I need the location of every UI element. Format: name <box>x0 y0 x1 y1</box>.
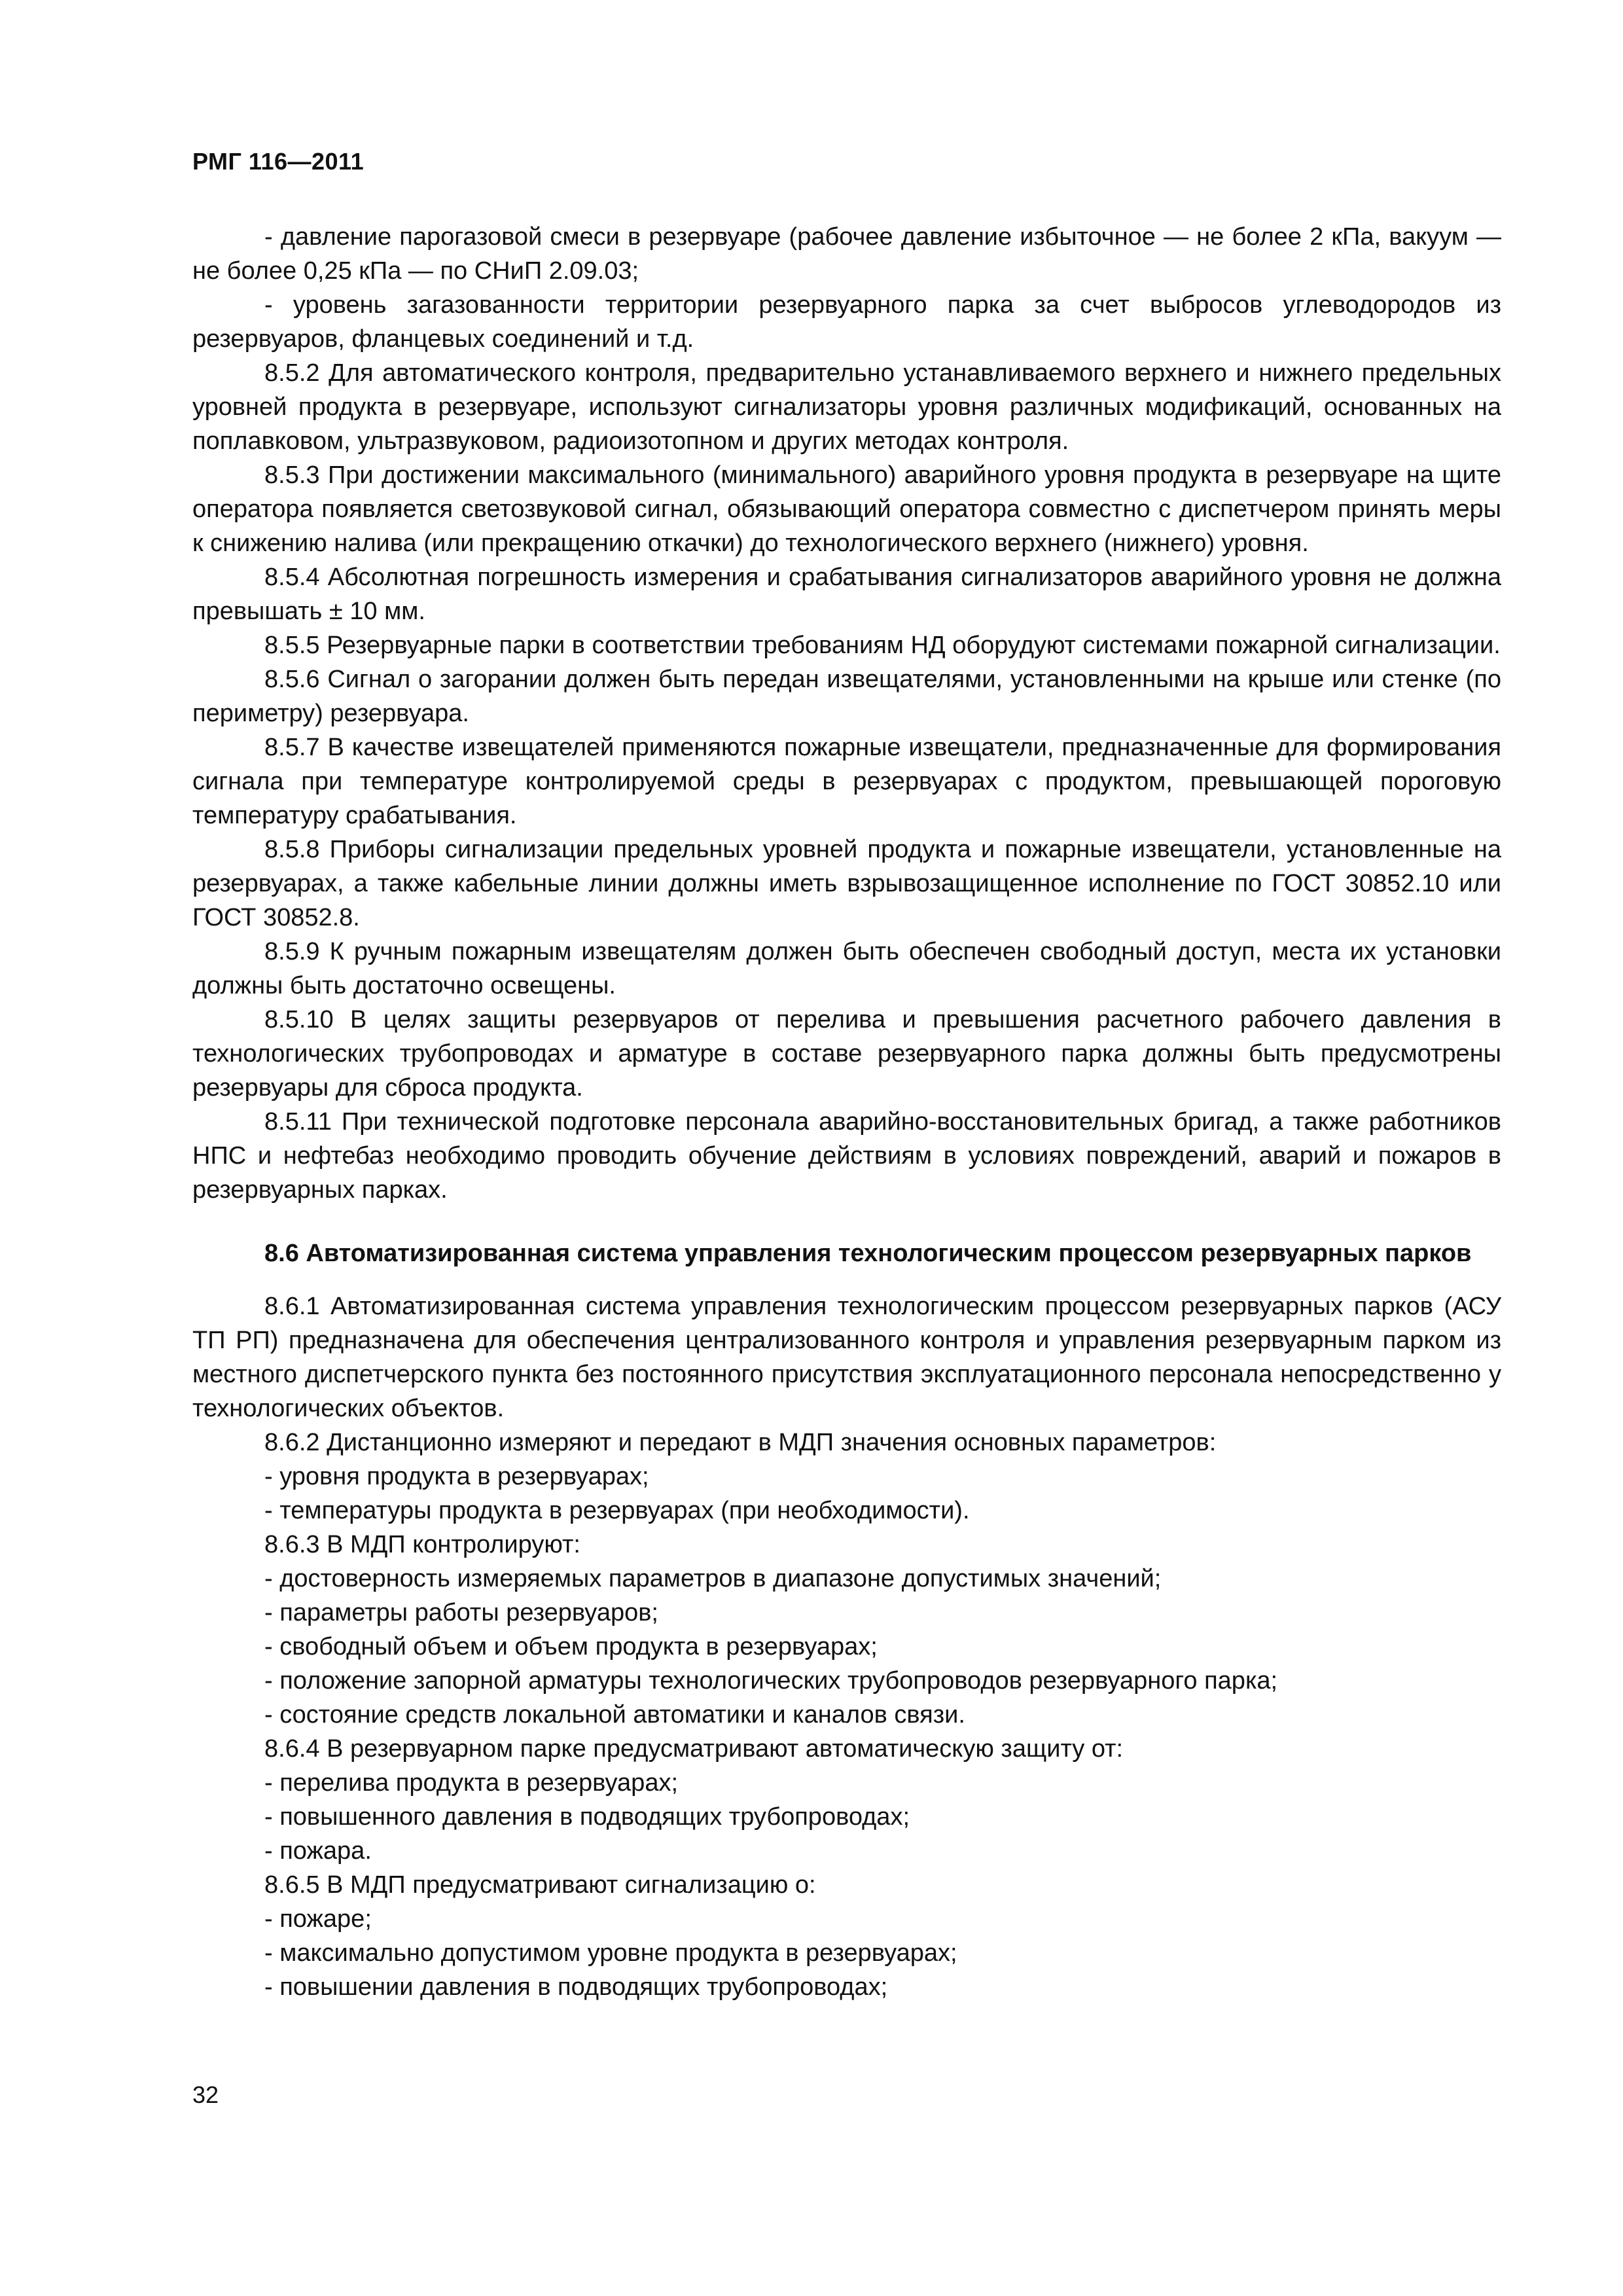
paragraph: 8.5.6 Сигнал о загорании должен быть передан извещателями, установленными на крыше или стенке (по периметру) резервуара. <box>192 666 1501 727</box>
list-item: - повышенного давления в подводящих трубопроводах; <box>264 1803 910 1831</box>
paragraph: 8.6.1 Автоматизированная система управления технологическим процессом резервуарных парков (АСУ ТП РП) предназначена для обеспечения централизованного контроля и управления резервуарным парком из местного диспетчерского пункта без постоянного присутствия эксплуатационного персонала непосредственно у технологических объектов. <box>192 1293 1501 1422</box>
page-number: 32 <box>192 2081 219 2108</box>
paragraph: 8.5.11 При технической подготовке персонала аварийно-восстановительных бригад, а также работников НПС и нефтебаз необходимо проводить обучение действиям в условиях повреждений, аварий и пожаров в резервуарных парках. <box>192 1108 1501 1204</box>
list-item: - достоверность измеряемых параметров в диапазоне допустимых значений; <box>264 1565 1162 1592</box>
document-code: РМГ 116—2011 <box>192 148 365 175</box>
paragraph: 8.5.4 Абсолютная погрешность измерения и срабатывания сигнализаторов аварийного уровня не должна превышать ± 10 мм. <box>192 564 1501 625</box>
list-item: - повышении давления в подводящих трубопроводах; <box>264 1973 888 2001</box>
list-item: - пожара. <box>264 1837 372 1865</box>
paragraph: 8.5.2 Для автоматического контроля, предварительно устанавливаемого верхнего и нижнего предельных уровней продукта в резервуаре, используют сигнализаторы уровня различных модификаций, основанных на поплавковом, ультразвуковом, радиоизотопном и других методах контроля. <box>192 359 1501 455</box>
paragraph: 8.5.8 Приборы сигнализации предельных уровней продукта и пожарные извещатели, установленные на резервуарах, а также кабельные линии должны иметь взрывозащищенное исполнение по ГОСТ 30852.10 или ГОСТ 30852.8. <box>192 836 1501 931</box>
list-item: - свободный объем и объем продукта в резервуарах; <box>264 1633 878 1660</box>
paragraph: 8.6.3 В МДП контролируют: <box>264 1531 580 1558</box>
paragraph: - давление парогазовой смеси в резервуаре (рабочее давление избыточное — не более 2 кПа, вакуум — не более 0,25 кПа — по СНиП 2.09.03; <box>192 223 1501 285</box>
paragraph: - уровень загазованности территории резервуарного парка за счет выбросов углеводородов из резервуаров, фланцевых соединений и т.д. <box>192 291 1501 353</box>
section-heading: 8.6 Автоматизированная система управления технологическим процессом резервуарных парков <box>264 1240 1472 1267</box>
paragraph: 8.5.5 Резервуарные парки в соответствии требованиям НД оборудуют системами пожарной сигнализации. <box>264 632 1501 659</box>
list-item: - положение запорной арматуры технологических трубопроводов резервуарного парка; <box>264 1667 1278 1695</box>
paragraph: 8.5.3 При достижении максимального (минимального) аварийного уровня продукта в резервуаре на щите оператора появляется светозвуковой сигнал, обязывающий оператора совместно с диспетчером принять меры к снижению налива (или прекращению откачки) до технологического верхнего (нижнего) уровня. <box>192 461 1501 557</box>
paragraph: 8.6.4 В резервуарном парке предусматривают автоматическую защиту от: <box>264 1735 1124 1763</box>
list-item: - параметры работы резервуаров; <box>264 1599 658 1626</box>
list-item: - перелива продукта в резервуарах; <box>264 1769 679 1797</box>
paragraph: 8.6.2 Дистанционно измеряют и передают в МДП значения основных параметров: <box>264 1429 1217 1456</box>
list-item: - состояние средств локальной автоматики и каналов связи. <box>264 1701 965 1729</box>
list-item: - пожаре; <box>264 1905 372 1933</box>
paragraph: 8.6.5 В МДП предусматривают сигнализацию о: <box>264 1871 816 1899</box>
list-item: - уровня продукта в резервуарах; <box>264 1463 649 1490</box>
paragraph: 8.5.9 К ручным пожарным извещателям должен быть обеспечен свободный доступ, места их установки должны быть достаточно освещены. <box>192 938 1501 999</box>
paragraph: 8.5.7 В качестве извещателей применяются пожарные извещатели, предназначенные для формирования сигнала при температуре контролируемой среды в резервуарах с продуктом, превышающей пороговую температуру срабатывания. <box>192 734 1501 829</box>
list-item: - максимально допустимом уровне продукта в резервуарах; <box>264 1939 957 1967</box>
paragraph: 8.5.10 В целях защиты резервуаров от перелива и превышения расчетного рабочего давления в технологических трубопроводах и арматуре в составе резервуарного парка должны быть предусмотрены резервуары для сброса продукта. <box>192 1006 1501 1102</box>
document-body <box>192 220 1501 2004</box>
list-item: - температуры продукта в резервуарах (при необходимости). <box>264 1497 970 1524</box>
